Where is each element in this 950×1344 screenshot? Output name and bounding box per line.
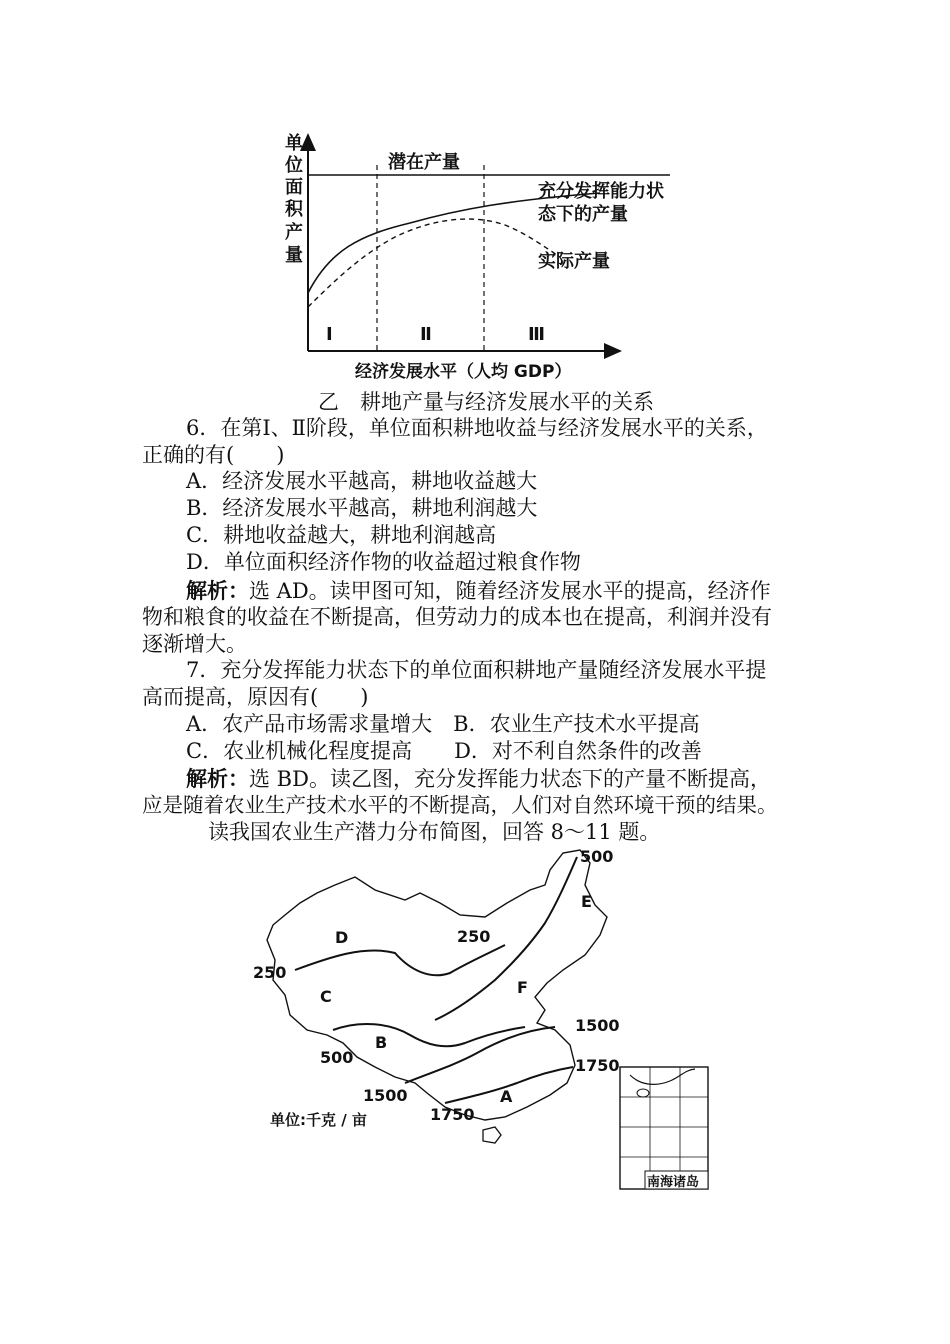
- isoline-label: 500: [580, 847, 614, 866]
- q6-analysis: 逐渐增大。: [142, 632, 247, 656]
- analysis-label: 解析：: [186, 766, 249, 791]
- analysis-label: 解析：: [186, 578, 249, 603]
- intro-8-11: 读我国农业生产潜力分布简图，回答 8～11 题。: [208, 820, 661, 844]
- figure-caption: 乙 耕地产量与经济发展水平的关系: [318, 390, 654, 414]
- isoline-label: 250: [253, 963, 287, 982]
- isoline-label: 500: [320, 1048, 354, 1067]
- zone-label-b: B: [375, 1033, 388, 1052]
- y-axis-label-char: 产: [285, 222, 303, 243]
- analysis-text: 选 BD。读乙图，充分发挥能力状态下的产量不断提高，: [249, 767, 771, 791]
- q7-stem: 7．充分发挥能力状态下的单位面积耕地产量随经济发展水平提: [186, 658, 767, 682]
- y-axis-label-char: 面: [285, 177, 303, 198]
- isoline-label: 1500: [575, 1016, 620, 1035]
- actual-yield-curve: [308, 219, 560, 307]
- q6-option-d: D．单位面积经济作物的收益超过粮食作物: [186, 550, 581, 574]
- y-axis-label-char: 单: [285, 133, 303, 154]
- zone-label-f: F: [517, 978, 528, 997]
- analysis-text: 选 AD。读甲图可知，随着经济发展水平的提高，经济作: [249, 579, 771, 603]
- q6-option-a: A．经济发展水平越高，耕地收益越大: [186, 469, 538, 493]
- q6-analysis: 物和粮食的收益在不断提高，但劳动力的成本也在提高，利润并没有: [142, 605, 772, 629]
- isoline-label: 1750: [430, 1105, 475, 1124]
- q6-analysis: [186, 577, 771, 605]
- actual-yield-label: 实际产量: [538, 251, 610, 272]
- q7-options-cd: C．农业机械化程度提高 D．对不利自然条件的改善: [186, 739, 702, 763]
- china-potential-map: [245, 845, 715, 1195]
- zone-label-e: E: [581, 892, 592, 911]
- stage-label-3: Ⅲ: [528, 324, 546, 345]
- map-unit-label: 单位:千克 / 亩: [270, 1111, 367, 1129]
- full-capacity-label: 态下的产量: [538, 204, 628, 225]
- hainan-island: [483, 1127, 501, 1143]
- y-axis-label-char: 量: [285, 245, 303, 266]
- potential-yield-label: 潜在产量: [388, 152, 460, 173]
- x-axis-label: 经济发展水平（人均 GDP）: [355, 362, 572, 382]
- q6-option-b: B．经济发展水平越高，耕地利润越大: [186, 496, 538, 520]
- q6-stem: 6．在第Ⅰ、Ⅱ阶段，单位面积耕地收益与经济发展水平的关系，: [186, 416, 768, 440]
- zone-label-c: C: [320, 987, 332, 1006]
- isoline-1500: [405, 1027, 555, 1083]
- zone-label-a: A: [500, 1087, 513, 1106]
- china-outline: [267, 850, 607, 1120]
- isoline-label: 250: [457, 927, 491, 946]
- full-capacity-label: 充分发挥能力状: [538, 181, 664, 202]
- q6-option-c: C．耕地收益越大，耕地利润越高: [186, 523, 497, 547]
- isoline-label: 1500: [363, 1086, 408, 1105]
- q7-analysis: [186, 765, 771, 793]
- q7-analysis: 应是随着农业生产技术水平的不断提高，人们对自然环境干预的结果。: [142, 793, 778, 817]
- stage-label-1: Ⅰ: [326, 324, 333, 345]
- q7-stem: 高而提高，原因有( ): [142, 685, 369, 709]
- isoline-label: 1750: [575, 1056, 620, 1075]
- y-axis-label-char: 位: [285, 155, 303, 176]
- inset-label: 南海诸岛: [647, 1175, 700, 1190]
- yield-gdp-diagram: [270, 125, 690, 385]
- q7-options-ab: A．农产品市场需求量增大 B．农业生产技术水平提高: [186, 712, 700, 736]
- stage-label-2: Ⅱ: [420, 324, 432, 345]
- isoline-250: [295, 945, 505, 975]
- q6-stem: 正确的有( ): [142, 443, 285, 467]
- y-axis-label-char: 积: [285, 199, 303, 220]
- zone-label-d: D: [335, 928, 349, 947]
